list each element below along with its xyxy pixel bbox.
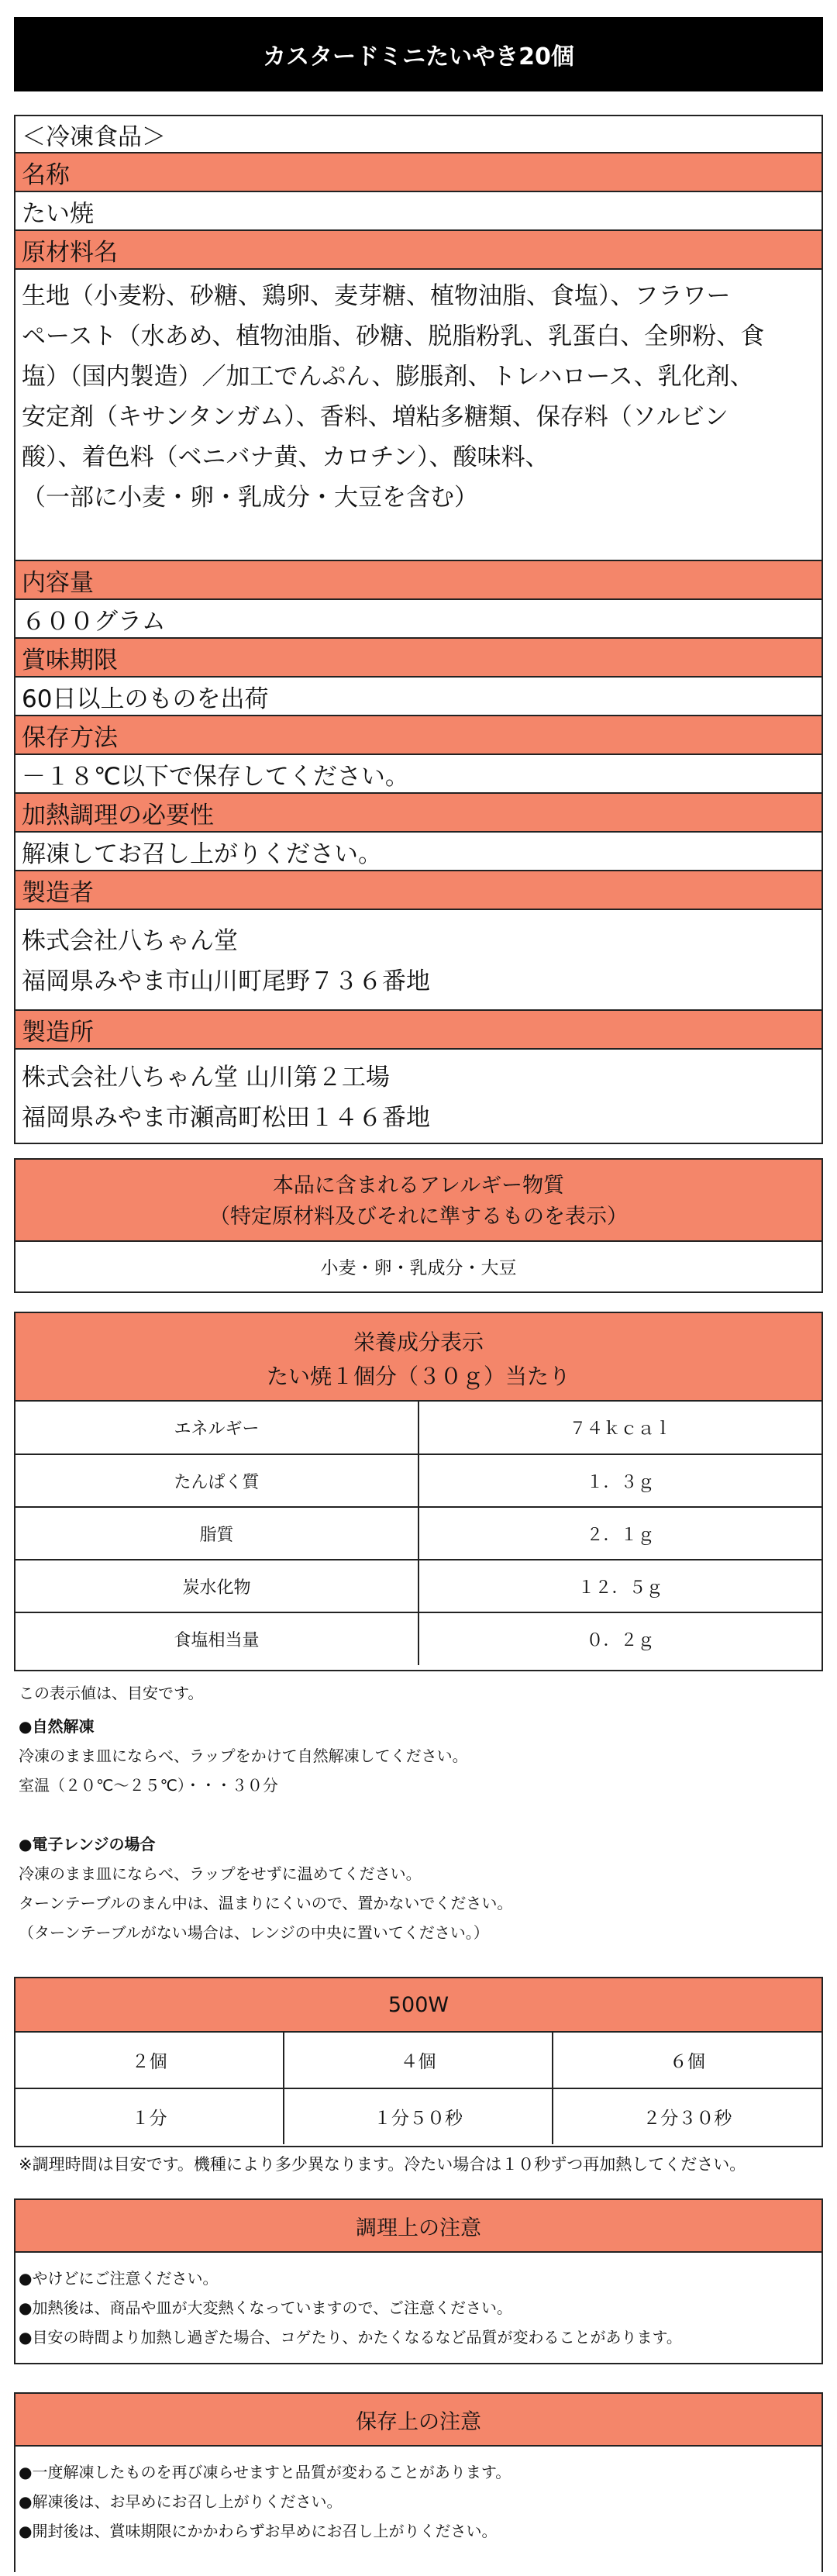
ingredients-header-row (16, 229, 822, 268)
allergen-panel (14, 1158, 823, 1293)
nutrition-title: 栄養成分表示 (353, 1329, 484, 1355)
maker-text (22, 910, 822, 1002)
content-header: 内容量 (22, 568, 94, 597)
nutrition-row (16, 1560, 822, 1612)
heating-value-row (16, 831, 822, 870)
ingredients-value-row (16, 268, 822, 560)
cooking-caution-item: ●目安の時間より加熱し過ぎた場合、コゲたり、かたくなるなど品質が変わることがあります。 (19, 2328, 682, 2347)
name-header: 名称 (22, 160, 70, 189)
natural-thaw-line: 室温（２０℃～２５℃）・・・３０分 (19, 1776, 278, 1795)
nutrition-row (16, 1507, 822, 1560)
microwave-line: ターンテーブルのまん中は、温まりにくいので、置かないでください。 (19, 1894, 513, 1912)
nutrient-name: 脂質 (16, 1507, 418, 1560)
expiry-header-row (16, 637, 822, 676)
maker-value-row (16, 909, 822, 1009)
content-value: ６００グラム (22, 607, 166, 636)
time-cell: １分５０秒 (284, 2088, 552, 2144)
storage-caution-item: ●一度解凍したものを再び凍らせますと品質が変わることがあります。 (19, 2463, 512, 2481)
microwave-line: （ターンテーブルがない場合は、レンジの中央に置いてください。） (19, 1923, 489, 1942)
allergen-subtitle: （特定原材料及びそれに準するものを表示） (209, 1205, 628, 1229)
microwave-wattage: 500W (16, 1978, 822, 2033)
name-header-row (16, 152, 822, 191)
expiry-value: 60日以上のものを出荷 (22, 685, 269, 713)
ingredients-line: 塩）（国内製造）／加工でんぷん、膨脹剤、トレハロース、乳化剤、 (22, 363, 754, 391)
cooking-caution-panel (14, 2198, 823, 2364)
nutrition-table (16, 1402, 822, 1665)
microwave-time-row (16, 2088, 822, 2144)
nutrient-name: 食塩相当量 (16, 1612, 418, 1665)
allergen-value: 小麦・卵・乳成分・大豆 (320, 1257, 517, 1278)
food-label-table (14, 115, 823, 1144)
storage-caution-title: 保存上の注意 (16, 2394, 822, 2447)
microwave-count-row (16, 2033, 822, 2088)
content-header-row (16, 560, 822, 598)
nutrition-row (16, 1612, 822, 1665)
factory-header-row (16, 1009, 822, 1048)
nutrition-panel (14, 1312, 823, 1671)
storage-value-row (16, 753, 822, 792)
ingredients-line: （一部に小麦・卵・乳成分・大豆を含む） (22, 484, 478, 512)
cooking-caution-item: ●加熱後は、商品や皿が大変熱くなっていますので、ご注意ください。 (19, 2298, 513, 2317)
microwave-line: 冷凍のまま皿にならべ、ラップをせずに温めてください。 (19, 1864, 422, 1883)
nutrient-name: 炭水化物 (16, 1560, 418, 1612)
time-cell: ２分３０秒 (642, 2109, 732, 2129)
storage-caution-item: ●解凍後は、お早めにお召し上がりください。 (19, 2492, 343, 2511)
nutrition-row (16, 1402, 822, 1454)
count-cell: ６個 (669, 2052, 705, 2072)
expiry-header: 賞味期限 (22, 646, 118, 674)
microwave-note: ※調理時間は目安です。機種により多少異なります。冷たい場合は１０秒ずつ再加熱してください。 (19, 2155, 746, 2174)
maker-header: 製造者 (22, 878, 94, 907)
natural-thaw-line: 冷凍のまま皿にならべ、ラップをかけて自然解凍してください。 (19, 1747, 468, 1765)
cooking-caution-item: ●やけどにご注意ください。 (19, 2269, 219, 2288)
expiry-value-row (16, 676, 822, 715)
storage-header: 保存方法 (22, 723, 118, 752)
nutrient-value: ０．２ｇ (586, 1631, 655, 1650)
storage-value: －１８℃以下で保存してください。 (22, 762, 409, 791)
natural-thaw-title: ●自然解凍 (19, 1717, 95, 1736)
factory-line: 福岡県みやま市瀬高町松田１４６番地 (22, 1104, 430, 1132)
spacer (19, 1800, 512, 1829)
factory-header: 製造所 (22, 1018, 94, 1047)
microwave-grid (16, 2033, 822, 2144)
heating-value: 解凍してお召し上がりください。 (22, 840, 382, 868)
allergen-header (16, 1160, 822, 1242)
ingredients-header: 原材料名 (22, 238, 118, 267)
storage-caution-panel (14, 2392, 823, 2572)
ingredients-line: 酸）、着色料（ベニバナ黄、カロチン）、酸味料、 (22, 443, 549, 471)
nutrient-value: １．３ｇ (586, 1472, 655, 1492)
category-text: ＜冷凍食品＞ (22, 122, 166, 151)
maker-header-row (16, 870, 822, 909)
time-cell: １分 (16, 2088, 284, 2144)
name-value: たい焼 (22, 199, 94, 228)
ingredients-line: ペースト（水あめ、植物油脂、砂糖、脱脂粉乳、乳蛋白、全卵粉、食 (22, 322, 765, 350)
factory-text (22, 1050, 822, 1138)
nutrient-name: エネルギー (16, 1402, 418, 1454)
ingredients-line: 生地（小麦粉、砂糖、鶏卵、麦芽糖、植物油脂、食塩）、フラワー (22, 282, 731, 310)
heating-header-row (16, 792, 822, 831)
content-value-row (16, 598, 822, 637)
nutrition-subtitle: たい焼１個分（３０ｇ）当たり (266, 1364, 570, 1389)
thaw-instructions (19, 1712, 512, 1947)
microwave-table (14, 1977, 823, 2147)
ingredients-text (22, 270, 822, 518)
count-cell: ２個 (16, 2033, 284, 2088)
product-title: カスタードミニたいやき20個 (14, 17, 823, 91)
nutrient-value: ２．１ｇ (586, 1525, 655, 1545)
heating-header: 加熱調理の必要性 (22, 801, 214, 829)
name-value-row (16, 191, 822, 229)
maker-line: 福岡県みやま市山川町尾野７３６番地 (22, 967, 430, 995)
nutrient-value: ７４ｋｃａｌ (569, 1419, 672, 1439)
nutrition-row (16, 1454, 822, 1507)
storage-caution-list (16, 2447, 822, 2546)
storage-header-row (16, 715, 822, 753)
category-row (16, 116, 822, 152)
count-cell: ４個 (284, 2033, 552, 2088)
maker-line: 株式会社八ちゃん堂 (22, 927, 238, 955)
nutrient-name: たんぱく質 (16, 1454, 418, 1507)
cooking-caution-list (16, 2253, 822, 2352)
nutrition-header (16, 1313, 822, 1402)
nutrition-note: この表示値は、目安です。 (19, 1684, 204, 1702)
nutrient-value: １２．５ｇ (577, 1578, 663, 1598)
cooking-caution-title: 調理上の注意 (16, 2200, 822, 2253)
factory-value-row (16, 1048, 822, 1143)
storage-caution-item: ●開封後は、賞味期限にかかわらずお早めにお召し上がりください。 (19, 2522, 498, 2540)
factory-line: 株式会社八ちゃん堂 山川第２工場 (22, 1064, 390, 1091)
microwave-title: ●電子レンジの場合 (19, 1835, 156, 1854)
allergen-title: 本品に含まれるアレルギー物質 (272, 1174, 565, 1198)
ingredients-line: 安定剤（キサンタンガム）、香料、増粘多糖類、保存料（ソルビン (22, 403, 728, 431)
